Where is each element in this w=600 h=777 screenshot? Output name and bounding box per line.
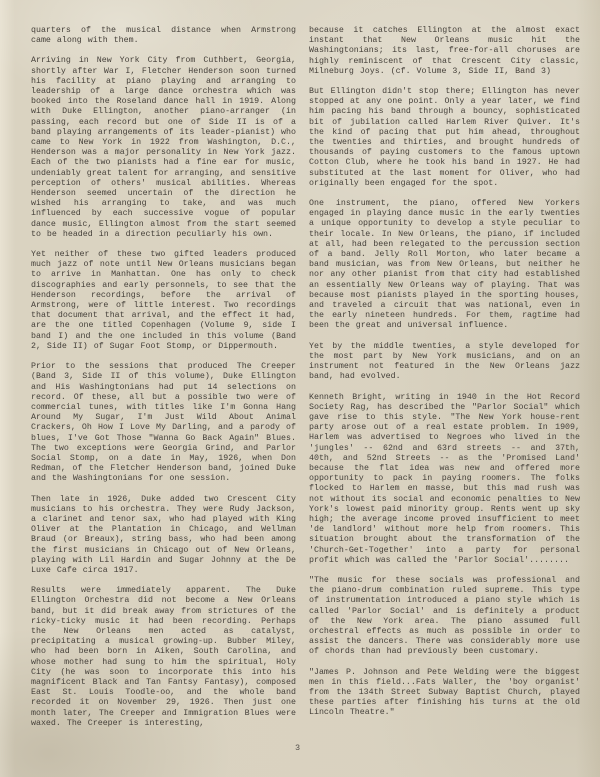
right-text-column bbox=[309, 26, 580, 729]
paragraph: Then late in 1926, Duke added two Crescent City musicians to his orchestra. They were Rudy Jackson, a clarinet and tenor sax, who had played with King Oliver at the Plantation in Chicago, and Wellman Braud (or Breaux), string bass, who had been among the first musicians in Chicago out of New Orleans, playing with Lil Hardin and Sugar Johnny at the De Luxe Cafe circa 1917. bbox=[31, 494, 296, 575]
paragraph: Kenneth Bright, writing in 1940 in the Hot Record Society Rag, has described the "Parlor Social" which gave rise to this style. "The New York house-rent party arose out of a real estate problem. In 1909, Harlem was advertised to Negroes who lived in the 'jungles' -- 62nd and 63rd streets -- and 37th, 40th, and 52nd Streets -- as the 'Promised Land' because the flat idea was new and offered more opportunity to pack in paying roomers. The folks flocked to Harlem en masse, but this mad rush was not without its social and economic penalties to New York's lowest paid minority group. Rents went up sky high; the average income proved insufficient to meet 'de landlord' without more help from roomers. This situation brought about the transformation of the 'Church-Get-Together' into a party for personal profit which was called the 'Parlor Social'........ bbox=[309, 392, 580, 565]
paragraph: "James P. Johnson and Pete Welding were the biggest men in this field...Fats Waller, the 'boy organist' from the 134th Street Subway Baptist Church, played these parties after finishing his turns at the old Lincoln Theatre." bbox=[309, 667, 580, 718]
paragraph: One instrument, the piano, offered New Yorkers engaged in playing dance music in the early twenties a unique opportunity to develop a style peculiar to their locale. In New Orleans, the piano, if included at all, had been relegated to the percussion section of a band. Jelly Roll Morton, who later became a band musician, was from New Orleans, but neither he nor any other pianist from that city had established an essentially New Orleans way of playing. That was because most pianists played in the sporting houses, and traveled a circuit that was national, even in the early nineteen hundreds. For them, ragtime had been the great and universal influence. bbox=[309, 199, 580, 331]
paragraph: Yet neither of these two gifted leaders produced much jazz of note until New Orleans musicians began to arrive in Manhattan. One has only to check discographies and early personnels, to see that the Henderson recordings, before the arrival of Armstrong, were of little interest. Two recordings that document that arrival, and the effect it had, are the one titled Copenhagen (Volume 9, side I band I) and the one included in this volume (Band 2, Side II) of Sugar Foot Stomp, or Dippermouth. bbox=[31, 250, 296, 351]
page-number: 3 bbox=[294, 743, 301, 753]
paragraph: Yet by the middle twenties, a style developed for the most part by New York musicians, and on an instrument not featured in the New Orleans jazz band, had evolved. bbox=[309, 341, 580, 382]
paragraph: Arriving in New York City from Cuthbert, Georgia, shortly after War I, Fletcher Henderson soon turned his facility at piano playing and arranging to leadership of a large dance orchestra which was booked into the Roseland dance hall in 1919. Along with Duke Ellington, another piano-arranger (in passing, each record but one of Side II is of a band playing arrangements of its leader-pianist) who came to New York in 1922 from Washington, D.C., Henderson was a major personality in New York jazz. Each of the two pianists had a fine ear for music, undeniably great talent for arranging, and sensitive perception of others' musical abilities. Whereas Henderson seemed uncertain of the direction he wished his arranging to take, and was much influenced by each successive vogue of popular dance music, Ellington almost from the start seemed to be headed in a direction peculiarly his own. bbox=[31, 56, 296, 239]
paragraph: But Ellington didn't stop there; Ellington has never stopped at any one point. Only a year later, we find him pacing his band through a bouncy, sophisticated bit of jubilation called Harlem River Quiver. It's the kind of pacing that put him ahead, throughout the twenties and thirties, and brought hundreds of thousands of paying customers to the famous uptown Cotton Club, where he took his band in 1927. He had substituted at the last moment for Oliver, who had originally been engaged for the spot. bbox=[309, 87, 580, 188]
paragraph: "The music for these socials was professional and the piano-drum combination ruled supreme. This type of instrumentation introduced a piano style which is called 'Parlor Social' and is definitely a product of the New York area. The piano assumed full orchestral effects as much as possible in order to assist the dancers. There was considerably more use of chords than had previously been customary. bbox=[309, 575, 580, 657]
paragraph: Results were immediately apparent. The Duke Ellington Orchestra did not become a New Orleans band, but it did break away from strictures of the ricky-ticky music it had been recording. Perhaps the New Orleans men acted as catalyst, precipitating a musical growing-up. Bubber Miley, who had been born in Aiken, South Carolina, and whose mother had sung to him the spiritual, Holy City (he was soon to incorporate this into his magnificent Black and Tan Fantsy Fantasy), composed East St. Louis Toodle-oo, and the whole band recorded it on November 29, 1926. Then just one month later, The Creeper and Immigration Blues were waxed. The Creeper is interesting, bbox=[31, 586, 296, 728]
paragraph: quarters of the musical distance when Armstrong came along with them. bbox=[31, 26, 296, 46]
paragraph: Prior to the sessions that produced The Creeper (Band 3, Side II of this volume), Duke Ellington and His Washingtonians had put 14 selections on record. Of these, all but a possible two were of commercial tunes, with titles like I'm Gonna Hang Around My Sugar, I'm Just Wild About Animal Crackers, Oh How I Love My Darling, and a parody of blues, I've Got Those "Wanna Go Back Again" Blues. The two exceptions were Georgia Grind, and Parlor Social Stomp, on a date in May, 1926, when Don Redman, of the Fletcher Henderson band, joined Duke and the Washingtonians for one session. bbox=[31, 362, 296, 484]
left-text-column bbox=[31, 26, 296, 739]
paragraph: because it catches Ellington at the almost exact instant that New Orleans music hit the Washingtonians; its last, free-for-all choruses are highly reminiscent of that Crescent City classic, Milneburg Joys. (cf. Volume 3, Side II, Band 3) bbox=[309, 26, 580, 76]
